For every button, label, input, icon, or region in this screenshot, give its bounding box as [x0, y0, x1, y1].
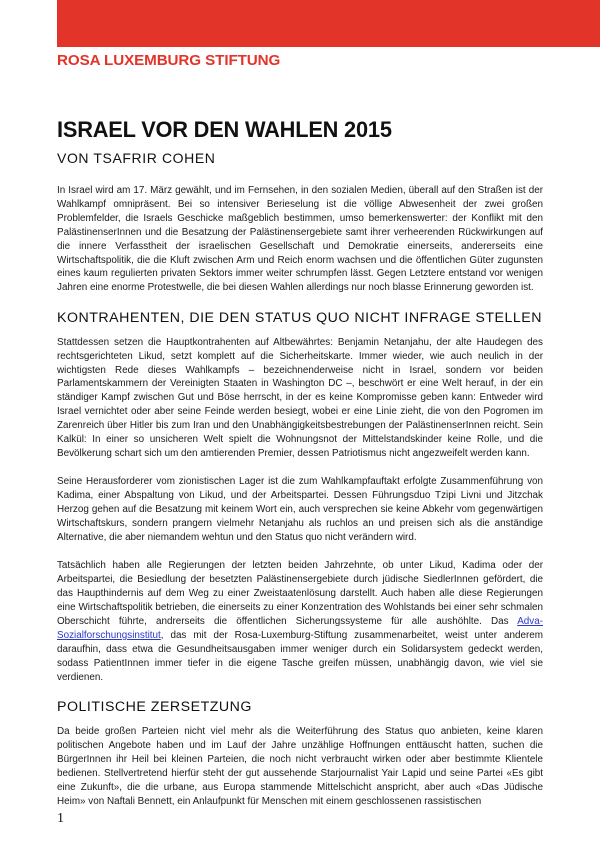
- body-paragraph: Stattdessen setzen die Hauptkontrahenten auf Altbewährtes: Benjamin Netanjahu, der alte Haudegen des rechtsgerichteten Likud, setzt komplett auf die Sicherheitskarte. Immer wieder, wie auch neulich in der wichtigsten Rede dieses Wahlkampfs – bezeichnenderweise nicht in Israel, sondern vor beiden Parlamentskammern der Vereinigten Staaten in Washington DC –, beschwört er eine Welt herauf, in der ein ständiger Kampf zwischen Gut und Böse herrscht, in der es keine Kompromisse geben kann: Entweder wird Israel vernichtet oder aber seine Feinde werden besiegt, wobei er eine Linie zieht, die von den Pogromen im Zarenreich über Hitler bis zum Iran und den Unabhängigkeitsbestrebungen der PalästinenserInnen reicht. Sein Kalkül: In einer so unsicheren Welt spielt die Wohnungsnot der Mittelstandskinder keine Rolle, und die Bevölkerung schart sich um den amtierenden Premier, dessen Patriotismus nicht angezweifelt werden kann.: [57, 336, 543, 459]
- header-red-bar: [57, 0, 600, 47]
- article-body: [57, 184, 543, 823]
- paragraph-text: , das mit der Rosa-Luxemburg-Stiftung zusammenarbeitet, weist unter anderem daraufhin, dass etwa die Gesundheitsausgaben immer weniger durch ein Solidarsystem gedeckt werden, sodass PatientInnen immer tiefer in die eigene Tasche greifen müssen, unabhängig davon, wie viel sie verdienen.: [57, 629, 543, 683]
- adva-institute-link[interactable]: Adva-Sozialforschungsinstitut: [57, 616, 543, 641]
- paragraph-text: Tatsächlich haben alle Regierungen der letzten beiden Jahrzehnte, ob unter Likud, Kadima oder der Arbeitspartei, die Besiedlung der besetzten Palästinensergebiete durch jüdische SiedlerInnen gefördert, die das Haupthindernis auf dem Weg zu einer Zweistaatenlösung darstellt. Auch haben alle diese Regierungen eine Wirtschaftspolitik betrieben, die einerseits zu einer Konzentration des Wohlstands bei einer sehr schmalen Oberschicht führte, andrerseits die öffentlichen Sicherungssysteme für alle aushöhlte. Das: [57, 560, 543, 628]
- intro-paragraph: In Israel wird am 17. März gewählt, und im Fernsehen, in den sozialen Medien, überall auf den Straßen ist der Wahlkampf omnipräsent. Bei so intensiver Berieselung ist die völlige Abwesenheit der zwei großen Problemfelder, die Israels Geschicke maßgeblich bestimmen, umso bemerkenswerter: der Konflikt mit den PalästinenserInnen und die Besatzung der Palästinensergebiete samt ihrer verheerenden Rückwirkungen auf die innere Verfasstheit der israelischen Gesellschaft und Demokratie einerseits, andererseits eine Wirtschaftspolitik, die die Kluft zwischen Arm und Reich enorm wachsen und die öffentlichen Güter zugunsten eines kaum regulierten privaten Sektors immer weiter schrumpfen lässt. Gegen Letztere entstand vor wenigen Jahren eine enorme Protestwelle, die bei diesen Wahlen allerdings nur noch blasse Erinnerung geworden ist.: [57, 185, 543, 294]
- document-title: ISRAEL VOR DEN WAHLEN 2015: [57, 117, 392, 142]
- brand-logo-text: ROSA LUXEMBURG STIFTUNG: [57, 52, 281, 69]
- body-paragraph: Da beide großen Parteien nicht viel mehr als die Weiterführung des Status quo anbieten, keine klaren politischen Angebote haben und im Lauf der Jahre unzählige Hoffnungen enttäuscht hatten, suchen die BürgerInnen ihr Heil bei kleinen Parteien, die noch nicht verbraucht wirken oder aber bestimmte Klientele bedienen. Stellvertretend hierfür steht der gut aussehende Starjournalist Yair Lapid und seine Partei «Es gibt eine Zukunft», die die urbane, aus Europa stammende Mittelschicht anspricht, aber auch «Das Jüdische Heim» von Naftali Bennett, ein Anlaufpunkt für Menschen mit einem geschlossenen rassistischen: [57, 726, 543, 807]
- page-number: 1: [57, 811, 64, 826]
- body-paragraph: Seine Herausforderer vom zionistischen Lager ist die zum Wahlkampfauftakt erfolgte Zusammenführung von Kadima, einer Abspaltung von Likud, und der Arbeitspartei. Dessen Führungsduo Tzipi Livni und Jitzchak Herzog gehen auf die Besatzung mit keinem Wort ein, auch versprechen sie keine Abkehr vom gegenwärtigen Wirtschaftskurs, sondern prangern vielmehr Netanjahu als ruchlos an und preisen sich als die anständige Alternative, die aber niemandem wehtun und den Status quo nicht verändern wird.: [57, 476, 543, 544]
- body-paragraph-with-link: [57, 559, 543, 684]
- section-heading-zersetzung: POLITISCHE ZERSETZUNG: [57, 699, 252, 716]
- author-byline: VON TSAFRIR COHEN: [57, 150, 216, 166]
- section-heading-kontrahenten: KONTRAHENTEN, DIE DEN STATUS QUO NICHT INFRAGE STELLEN: [57, 309, 542, 326]
